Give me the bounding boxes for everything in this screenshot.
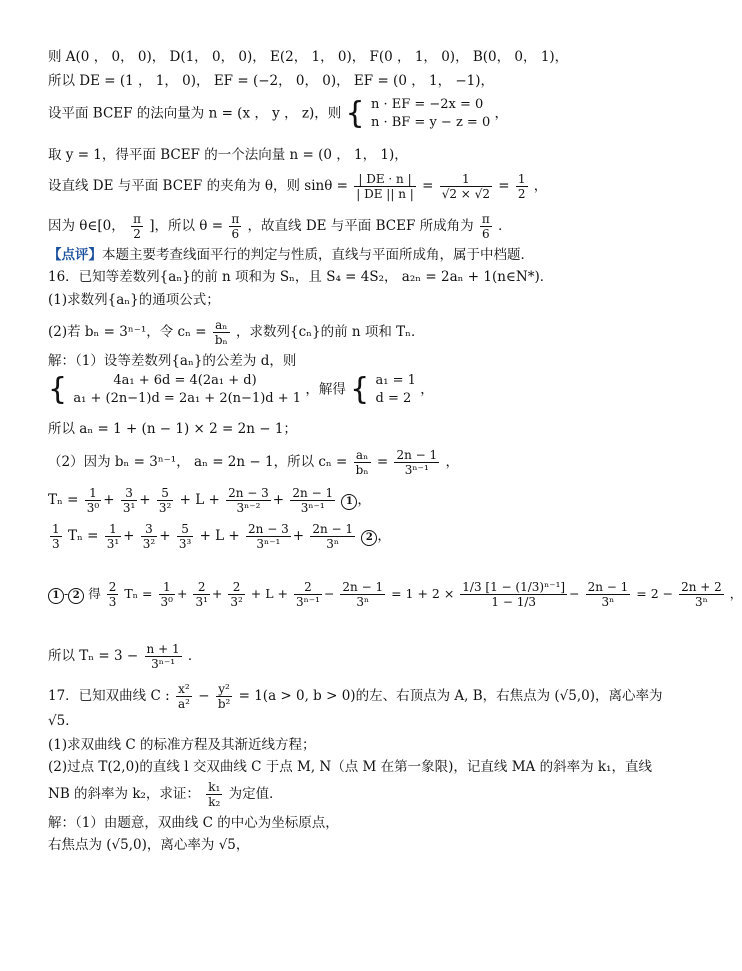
text: ， [420, 381, 434, 398]
text: ，解得 [305, 381, 346, 398]
denominator: 3 [108, 595, 117, 609]
solution-16-an: 所以 aₙ = 1 + (n − 1) × 2 = 2n − 1； [48, 421, 297, 437]
numerator: 2n − 1 [587, 580, 629, 594]
solution-d: d = 2 [375, 391, 412, 406]
left-brace: { [48, 372, 68, 407]
text: ， [533, 178, 548, 194]
problem-17-part-1: (1)求双曲线 C 的标准方程及其渐近线方程； [48, 737, 316, 753]
fraction [176, 682, 192, 711]
fraction [105, 522, 121, 551]
denominator: 3ⁿ⁻¹ [404, 463, 429, 477]
fraction [216, 682, 233, 711]
line-normal-vector [48, 96, 508, 132]
solution-system [376, 372, 416, 408]
problem-17-part-2: (2)过点 T(2,0)的直线 l 交双曲线 C 于点 M, N（点 M 在第一象限)，记直线 MA 的斜率为 k₁，直线 [48, 759, 652, 775]
fraction [226, 486, 271, 515]
denominator: 3³ [178, 537, 192, 551]
equation-tn: Tₙ = $\frac{1}{\text{3⁰}}$ + $\frac{3}{\text{3¹}}$ + $\frac{5}{\text{3²}}$ + L + $\frac{2n - 3}{\text{3ⁿ⁻²}}$ + $\frac{2n - 1}{\text{3ⁿ⁻¹}}$ 1 ， [48, 486, 371, 515]
denominator: 2 [517, 187, 526, 201]
fraction [516, 172, 528, 201]
numerator: 2n + 2 [681, 580, 722, 594]
text: Tₙ = [124, 586, 153, 601]
fraction [290, 486, 335, 515]
text: ， [445, 454, 459, 470]
solution-16-system [48, 372, 434, 408]
numerator: 2 [228, 580, 244, 595]
numerator: 2n − 1 [292, 486, 334, 500]
circled-number-2: 2 [361, 530, 377, 546]
numerator: 2n − 3 [248, 522, 289, 536]
text: （2）因为 bₙ = 3ⁿ⁻¹， aₙ = 2n − 1，所以 cₙ = [48, 454, 348, 470]
numerator: 1 [105, 522, 121, 537]
denominator: 3ⁿ [356, 595, 370, 609]
circled-number-2: 2 [68, 588, 84, 604]
fraction [213, 318, 230, 347]
text: ． [187, 648, 202, 664]
text: Tₙ = [67, 528, 99, 544]
fraction [310, 522, 355, 551]
line-sine-angle [48, 172, 547, 201]
solution-16-intro: 解：（1）设等差数列{aₙ}的公差为 d，则 [48, 353, 297, 369]
text: Tₙ = [48, 492, 79, 508]
numerator: k₁ [208, 780, 221, 794]
denominator: 6 [482, 227, 490, 241]
circled-number-1: 1 [48, 588, 64, 604]
numerator: π [231, 212, 240, 226]
solution-17-focus: 右焦点为 (√5,0)，离心率为 √5， [48, 837, 250, 853]
denominator: 2 [133, 227, 141, 241]
text: ，求数列{cₙ}的前 n 项和 Tₙ． [236, 324, 425, 340]
left-brace: { [345, 96, 365, 131]
numerator: n + 1 [146, 642, 180, 656]
equation-system [73, 372, 301, 408]
text: + L + [199, 528, 240, 544]
fraction [246, 522, 291, 551]
numerator: 2n − 1 [396, 448, 438, 462]
fraction [121, 486, 137, 515]
equation-subtraction: 1 - 2 得 $\frac{2}{3}$ Tₙ = $\frac{1}{\text{3⁰}}$ + $\frac{2}{\text{3¹}}$ + $\frac{2}{\text{3²}}$ + L + $\frac{2}{\text{3ⁿ⁻¹}}$ − $\frac{2n - 1}{\text{3ⁿ}}$ = 1 + 2 × $\frac{\text{1/3 [1 − (1/3)ⁿ⁻¹]}}{1 - 1/3}$ − $\frac{2n - 1}{\text{3ⁿ}}$ = 2 − $\frac{2n + 2}{\text{3ⁿ}}$ ， [48, 580, 742, 609]
numerator: aₙ [213, 318, 230, 333]
denominator: 3ⁿ⁻¹ [295, 595, 320, 609]
numerator: 5 [177, 522, 193, 537]
text: = 1 + 2 × [391, 586, 455, 601]
text: = [498, 178, 510, 194]
fraction [440, 172, 492, 201]
problem-16-part-1: (1)求数列{aₙ}的通项公式； [48, 292, 220, 308]
fraction [354, 172, 416, 201]
denominator: √2 × √2 [441, 187, 490, 201]
text: ]，所以 θ = [149, 218, 224, 234]
fraction [107, 580, 119, 609]
left-brace: { [350, 372, 370, 407]
fraction [157, 486, 173, 515]
denominator: 3 [52, 537, 60, 551]
denominator: 3¹ [106, 537, 120, 551]
line-normal-vector-value: 取 y = 1，得平面 BCEF 的一个法向量 n = (0 ， 1， 1)， [48, 147, 408, 163]
denominator: 3² [142, 537, 156, 551]
denominator: b² [217, 697, 231, 711]
fraction [229, 212, 241, 241]
denominator: | DE || n | [356, 187, 414, 201]
numerator: 3 [141, 522, 157, 537]
denominator: 3⁰ [160, 595, 173, 609]
denominator: bₙ [355, 463, 369, 477]
numerator: 1 [440, 172, 492, 187]
text: = [422, 178, 434, 194]
equation-1: 4a₁ + 6d = 4(2a₁ + d) [113, 373, 257, 388]
denominator: 3² [158, 501, 172, 515]
big-fraction [460, 580, 567, 609]
equation-third-tn: $\frac{1}{3}$ Tₙ = $\frac{1}{\text{3¹}}$ + $\frac{3}{\text{3²}}$ + $\frac{5}{\text{3³}}$ + L + $\frac{2n - 3}{\text{3ⁿ⁻¹}}$ + $\frac{2n - 1}{\text{3ⁿ}}$ 2 ， [52, 522, 391, 551]
solution-a1: a₁ = 1 [375, 373, 416, 388]
fraction [50, 522, 62, 551]
text: 设平面 BCEF 的法向量为 n = (x ， y ， z)，则 [48, 105, 342, 122]
numerator: π [133, 212, 141, 226]
numerator: 2 [193, 580, 209, 595]
line-comment [48, 246, 534, 264]
denominator: bₙ [214, 333, 228, 347]
line-angle-result [48, 212, 512, 241]
denominator: 3ⁿ⁻² [236, 501, 261, 515]
fraction [394, 448, 439, 477]
fraction [206, 780, 222, 809]
denominator: 3² [230, 595, 243, 609]
fraction [354, 448, 371, 477]
text: = [376, 454, 389, 470]
numerator: 3 [121, 486, 137, 501]
text: 得 [88, 586, 101, 601]
denominator: 3¹ [195, 595, 208, 609]
denominator: 3ⁿ⁻¹ [256, 537, 281, 551]
numerator: 2n − 3 [228, 486, 269, 500]
text: 17．已知双曲线 C : [48, 688, 170, 704]
text: - [64, 586, 69, 601]
denominator: 3⁰ [86, 501, 100, 515]
line-coordinates: 则 A(0 ， 0， 0)， D(1， 0， 0)， E(2， 1， 0)， F(0 ， 1， 0)， B(0， 0， 1)， [48, 49, 569, 65]
text: ． [498, 218, 512, 234]
denominator: 3¹ [122, 501, 136, 515]
denominator: 3ⁿ⁻¹ [300, 501, 325, 515]
text: 为定值． [228, 786, 283, 802]
fraction [141, 522, 157, 551]
result-tn [48, 642, 201, 671]
problem-17-part-2-cont [48, 780, 283, 809]
fraction [586, 580, 631, 609]
numerator: 2n − 1 [342, 580, 384, 594]
numerator: 1 [85, 486, 101, 501]
solution-17-intro: 解：（1）由题意，双曲线 C 的中心为坐标原点， [48, 815, 339, 831]
fraction [228, 580, 244, 609]
numerator: x² [176, 682, 192, 697]
equation-2: a₁ + (2n−1)d = 2a₁ + 2(n−1)d + 1 [73, 391, 302, 406]
problem-17-eccentricity: √5． [48, 713, 79, 729]
fraction [177, 522, 193, 551]
problem-16-statement: 16．已知等差数列{aₙ}的前 n 项和为 Sₙ，且 S₄ = 4S₂， a₂ₙ = 2aₙ + 1(n∈N*)． [48, 269, 554, 285]
text: = 2 − [636, 586, 674, 601]
text: (2)若 bₙ = 3ⁿ⁻¹，令 cₙ = [48, 324, 207, 340]
equation-system [371, 96, 490, 132]
text: 所以 Tₙ = 3 − [48, 648, 139, 664]
text: ，故直线 DE 与平面 BCEF 所成角为 [247, 218, 474, 234]
numerator: 5 [157, 486, 173, 501]
fraction [679, 580, 724, 609]
text: + L + [179, 492, 220, 508]
equation-1: n · EF = −2x = 0 [370, 97, 484, 112]
denominator: k₂ [208, 795, 221, 809]
fraction [480, 212, 492, 241]
text: = 1(a > 0, b > 0)的左、右顶点为 A, B，右焦点为 (√5,0)，离心率为 [238, 688, 663, 704]
numerator: 1 [52, 522, 60, 536]
denominator: 3ⁿ [326, 537, 340, 551]
numerator: y² [216, 682, 233, 697]
text: − [198, 688, 210, 704]
fraction [340, 580, 385, 609]
numerator: 1 [517, 172, 526, 186]
denominator: a² [177, 697, 190, 711]
numerator: π [481, 212, 490, 226]
comment-text: 本题主要考查线面平行的判定与性质，直线与平面所成角，属于中档题． [102, 247, 534, 263]
numerator: 2 [108, 580, 117, 594]
text: 因为 θ∈[0， [48, 218, 130, 234]
numerator: | DE · n | [354, 172, 416, 187]
denominator: 1 − 1/3 [491, 595, 537, 609]
equation-2: n · BF = y − z = 0 [370, 115, 491, 130]
text: + L + [250, 586, 288, 601]
fraction [193, 580, 209, 609]
numerator: 2n − 1 [312, 522, 354, 536]
text: NB 的斜率为 k₂，求证： [48, 786, 200, 802]
denominator: 3ⁿ [695, 595, 708, 609]
comment-tag: 【点评】 [48, 247, 102, 263]
fraction [145, 642, 182, 671]
fraction [131, 212, 143, 241]
fraction [85, 486, 101, 515]
problem-16-part-2 [48, 318, 425, 347]
denominator: 3ⁿ [601, 595, 615, 609]
text: ， [494, 105, 509, 122]
fraction [294, 580, 322, 609]
denominator: 6 [231, 227, 240, 241]
problem-17-statement [48, 682, 663, 711]
fraction [159, 580, 175, 609]
numerator: aₙ [354, 448, 371, 463]
denominator: 3ⁿ⁻¹ [151, 657, 176, 671]
solution-16-part2 [48, 448, 459, 477]
text: ， [729, 586, 742, 601]
numerator: 2 [294, 580, 322, 595]
numerator: 1 [159, 580, 175, 595]
text: 设直线 DE 与平面 BCEF 的夹角为 θ，则 sinθ = [48, 178, 348, 194]
circled-number-1: 1 [341, 494, 357, 510]
numerator: 1/3 [1 − (1/3)ⁿ⁻¹] [462, 580, 566, 594]
line-vectors: 所以 DE = (1 ， 1， 0)， EF = (−2， 0， 0)， EF = (0 ， 1， −1)， [48, 73, 495, 89]
